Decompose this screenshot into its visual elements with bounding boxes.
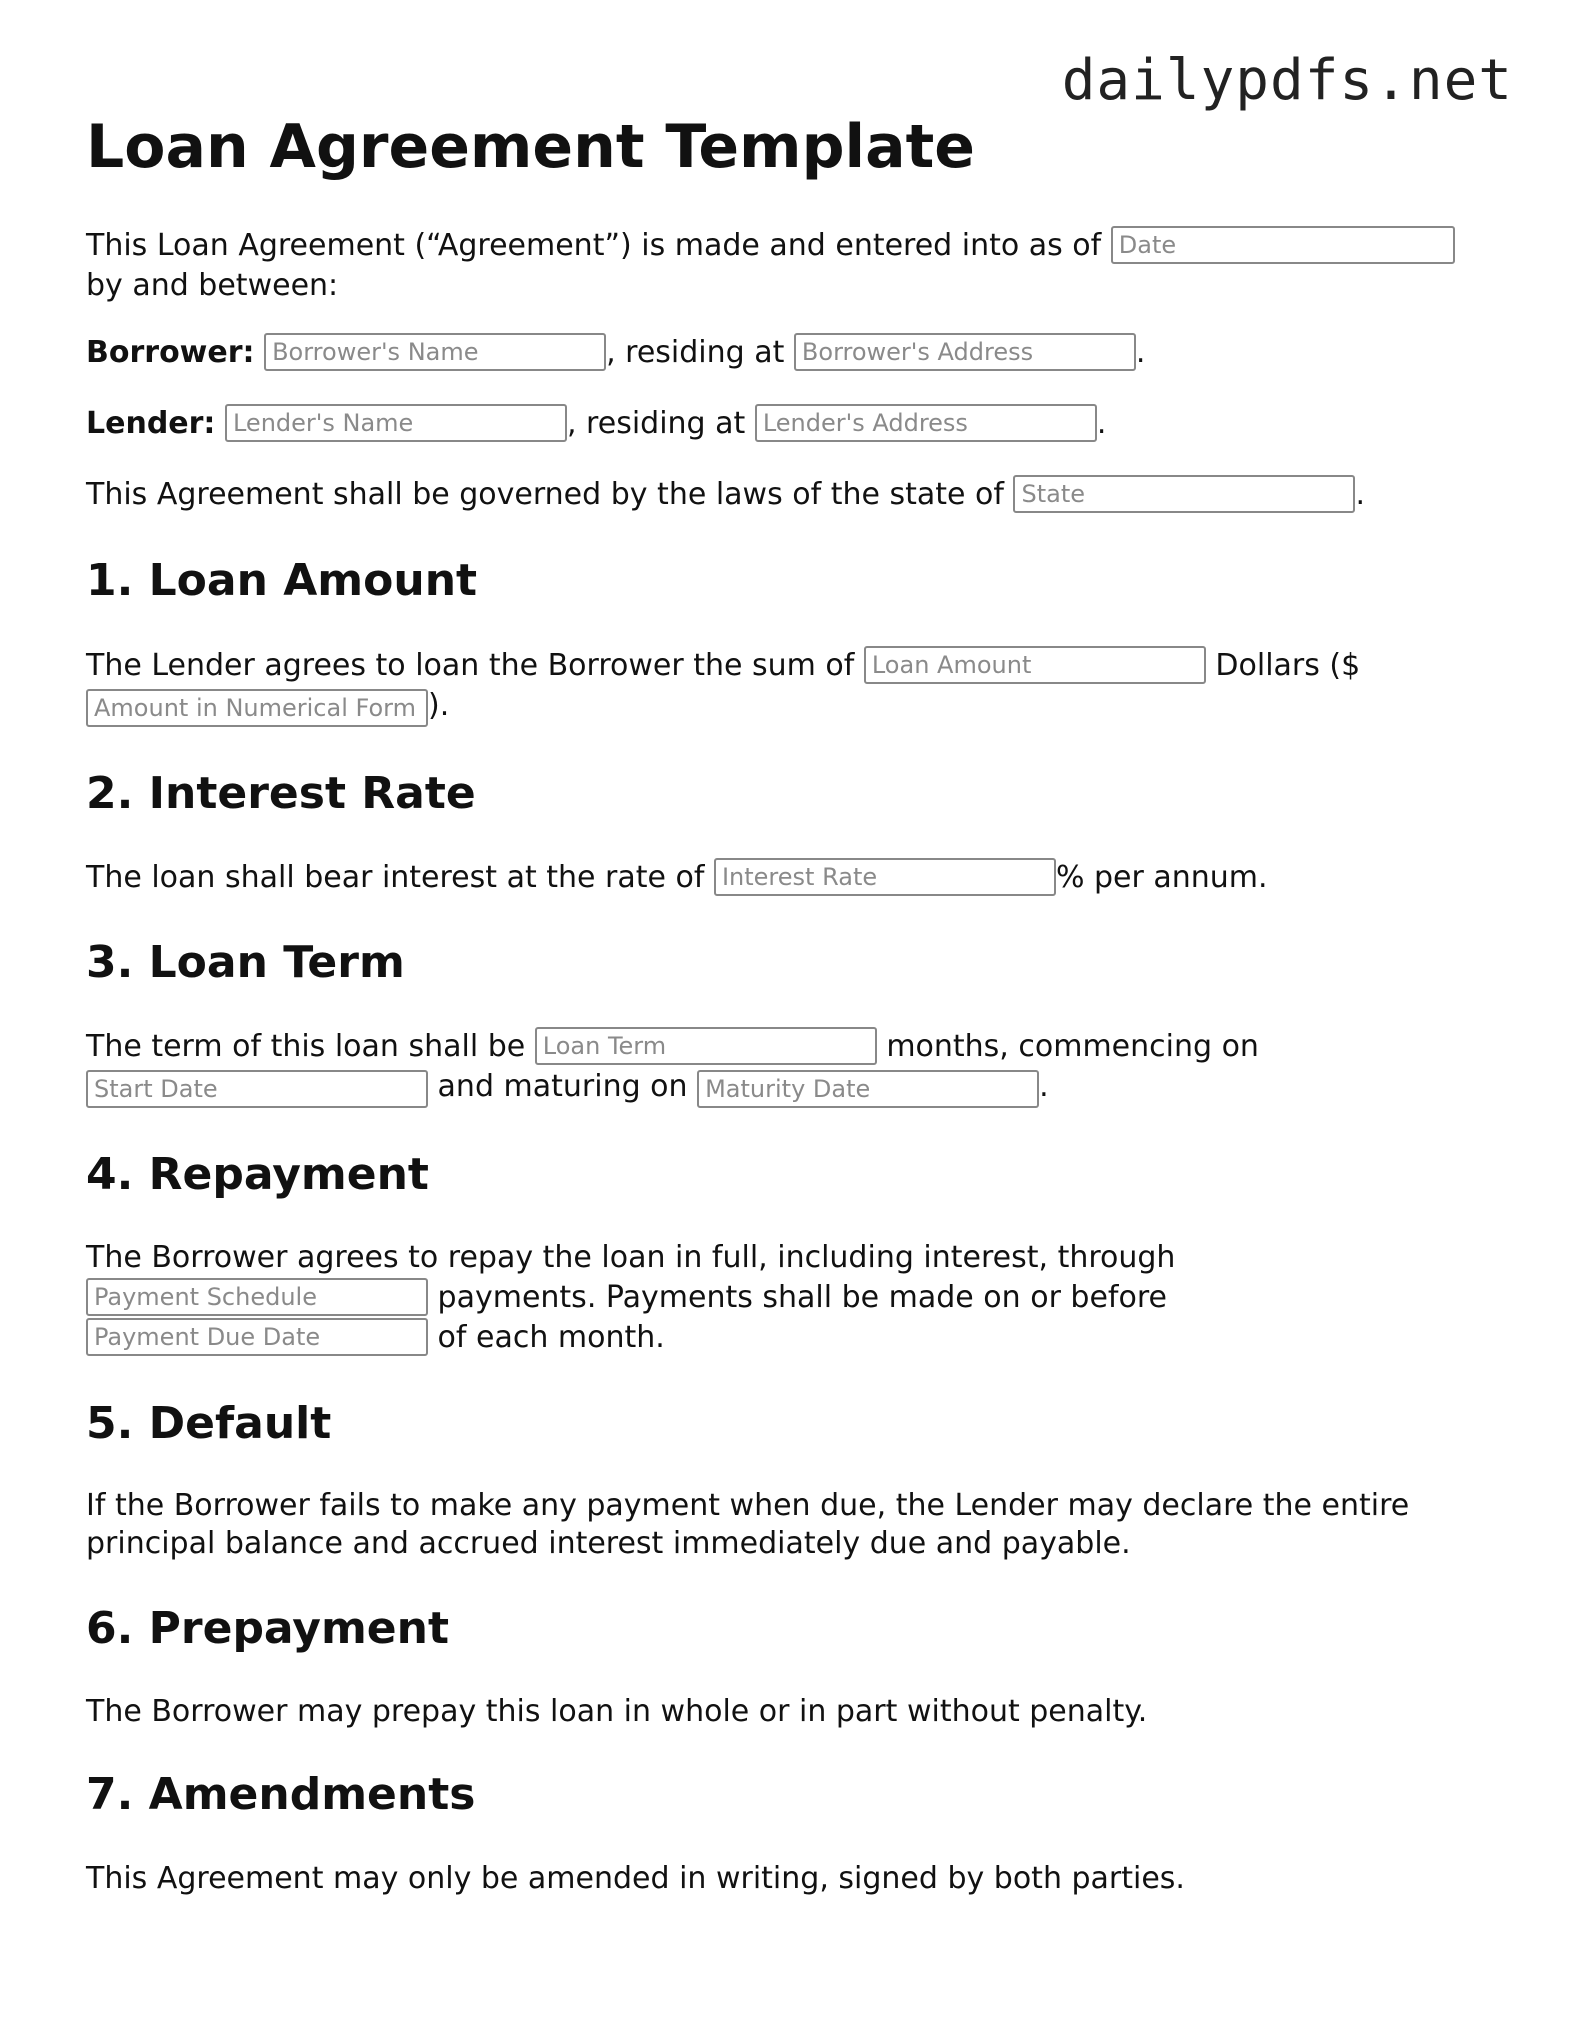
governing-end: . bbox=[1355, 477, 1366, 512]
borrower-label: Borrower: bbox=[86, 335, 255, 370]
section-heading-repayment: 4. Repayment bbox=[86, 1149, 429, 1200]
loan-term-end: . bbox=[1039, 1069, 1049, 1104]
lender-label: Lender: bbox=[86, 406, 216, 441]
lender-line bbox=[86, 404, 1486, 444]
maturity-date-input[interactable] bbox=[697, 1070, 1039, 1108]
borrower-line bbox=[86, 333, 1486, 373]
interest-rate-text: The loan shall bear interest at the rate of bbox=[86, 860, 705, 895]
state-input[interactable] bbox=[1013, 475, 1355, 513]
loan-term-input[interactable] bbox=[535, 1027, 877, 1065]
section-heading-prepayment: 6. Prepayment bbox=[86, 1603, 449, 1654]
lender-end: . bbox=[1096, 406, 1107, 441]
intro-text: This Loan Agreement (“Agreement”) is made and entered into as of bbox=[86, 228, 1102, 263]
section-heading-loan-amount: 1. Loan Amount bbox=[86, 555, 478, 606]
loan-amount-input[interactable] bbox=[864, 646, 1206, 684]
start-date-input[interactable] bbox=[86, 1070, 428, 1108]
loan-amount-numeric-input[interactable] bbox=[86, 689, 428, 727]
borrower-residing-text: , residing at bbox=[606, 335, 785, 370]
prepayment-paragraph: The Borrower may prepay this loan in whole or in part without penalty. bbox=[86, 1694, 1148, 1729]
loan-term-text: The term of this loan shall be bbox=[86, 1029, 526, 1064]
agreement-date-input[interactable] bbox=[1111, 226, 1455, 264]
page-title: Loan Agreement Template bbox=[86, 112, 975, 182]
borrower-end: . bbox=[1135, 335, 1146, 370]
loan-amount-paragraph bbox=[86, 646, 1486, 727]
loan-amount-end: ). bbox=[428, 688, 450, 723]
payment-schedule-input[interactable] bbox=[86, 1278, 428, 1316]
governing-law-line bbox=[86, 475, 1486, 515]
governing-text: This Agreement shall be governed by the laws of the state of bbox=[86, 477, 1004, 512]
loan-amount-dollars-text: Dollars ($ bbox=[1215, 648, 1361, 683]
section-heading-amendments: 7. Amendments bbox=[86, 1769, 476, 1820]
amendments-paragraph: This Agreement may only be amended in writing, signed by both parties. bbox=[86, 1861, 1185, 1896]
loan-amount-text: The Lender agrees to loan the Borrower the sum of bbox=[86, 648, 855, 683]
loan-term-paragraph bbox=[86, 1027, 1486, 1108]
loan-term-months-text: months, commencing on bbox=[886, 1029, 1259, 1064]
default-paragraph: If the Borrower fails to make any payment when due, the Lender may declare the entire principal balance and accrued interest immediately due and payable. bbox=[86, 1488, 1410, 1561]
intro-text-2: by and between: bbox=[86, 268, 339, 303]
intro-paragraph bbox=[86, 226, 1486, 306]
lender-address-input[interactable] bbox=[755, 404, 1097, 442]
maturing-text: and maturing on bbox=[437, 1069, 688, 1104]
lender-name-input[interactable] bbox=[225, 404, 567, 442]
section-heading-interest-rate: 2. Interest Rate bbox=[86, 768, 476, 819]
repayment-text-3: of each month. bbox=[437, 1320, 665, 1355]
interest-rate-paragraph bbox=[86, 858, 1486, 898]
section-heading-loan-term: 3. Loan Term bbox=[86, 937, 405, 988]
repayment-paragraph bbox=[86, 1238, 1486, 1358]
interest-rate-input[interactable] bbox=[714, 858, 1056, 896]
section-heading-default: 5. Default bbox=[86, 1398, 332, 1449]
lender-residing-text: , residing at bbox=[566, 406, 746, 441]
watermark: dailypdfs.net bbox=[1061, 48, 1513, 113]
repayment-text-1: The Borrower agrees to repay the loan in full, including interest, through bbox=[86, 1240, 1176, 1275]
borrower-address-input[interactable] bbox=[794, 333, 1136, 371]
borrower-name-input[interactable] bbox=[264, 333, 606, 371]
repayment-text-2: payments. Payments shall be made on or before bbox=[437, 1280, 1167, 1315]
interest-rate-suffix: % per annum. bbox=[1055, 860, 1268, 895]
payment-due-date-input[interactable] bbox=[86, 1318, 428, 1356]
